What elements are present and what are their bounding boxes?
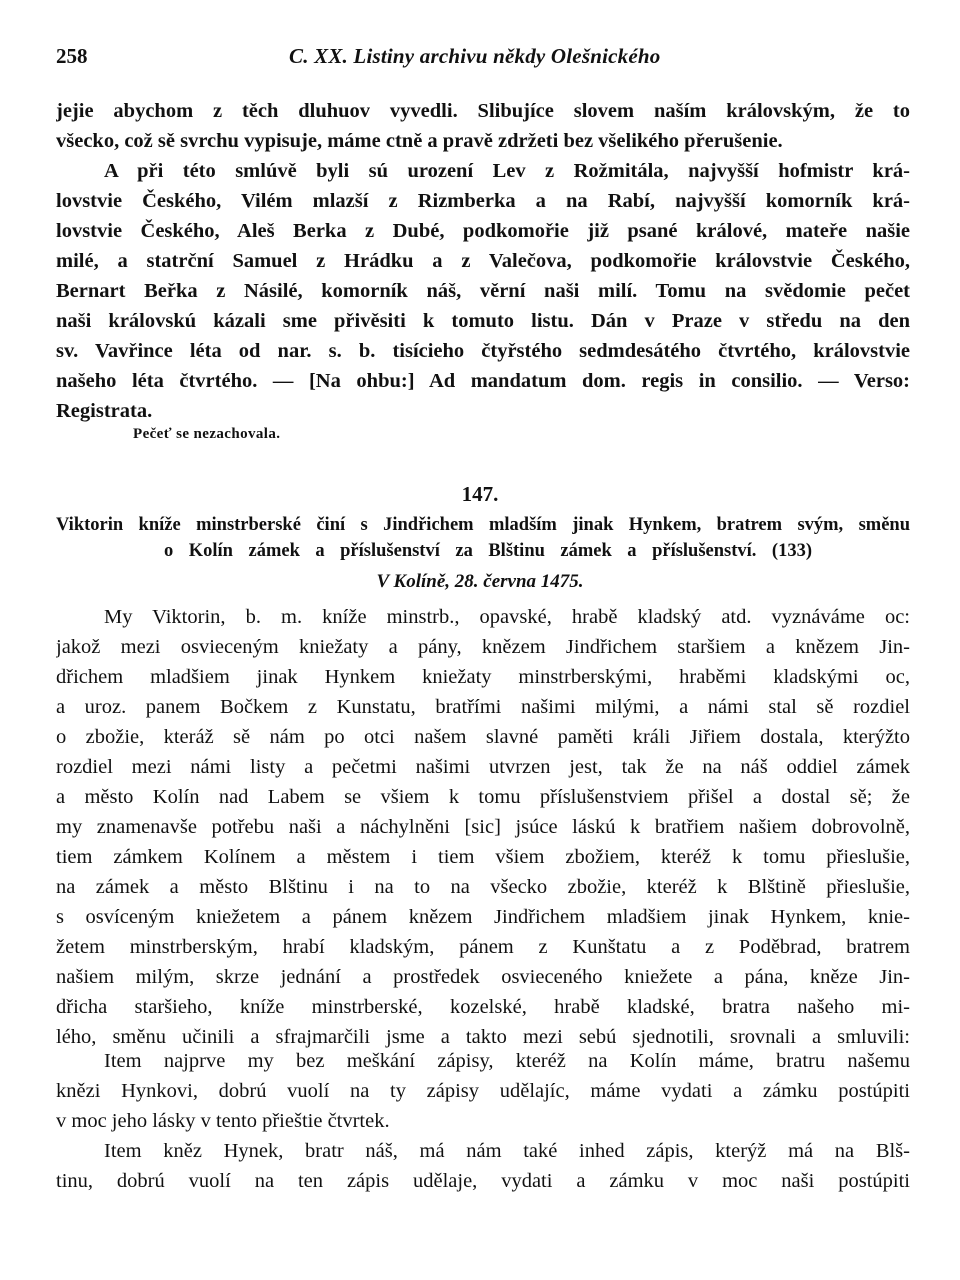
text-line: knězi Hynkovi, dobrú vuolí na ty zápisy udělajíc, máme vydati a zámku postúpiti <box>56 1080 910 1102</box>
seal-note: Pečeť se nezachovala. <box>133 426 281 442</box>
running-head: C. XX. Listiny archivu někdy Olešnického <box>289 44 661 68</box>
text-line: žetem minstrberským, hrabí kladským, pánem z Kunštatu a z Poděbrad, bratrem <box>56 936 910 958</box>
text-line: Item kněz Hynek, bratr náš, má nám také inhed zápis, kterýž má na Blš- <box>104 1140 910 1162</box>
text-line: milé, a statrční Samuel z Hrádku a z Valečova, podkomořie královstvie Českého, <box>56 250 910 272</box>
text-line: my znamenavše potřebu naši a náchylněni [sic] jsúce láskú k bratřiem našiem dobrovolně, <box>56 816 910 838</box>
item-paragraph-1 <box>56 1046 910 1136</box>
text-line: našiem milým, skrze jednání a prostředek osvieceného kniežete a pána, kněze Jin- <box>56 966 910 988</box>
text-line: našeho léta čtvrtého. — [Na ohbu:] Ad mandatum dom. regis in consilio. — Verso: <box>56 370 910 392</box>
text-line: s osvíceným kniežetem a pánem knězem Jindřichem mladšiem jinak Hynkem, knie- <box>56 906 910 928</box>
place-date: V Kolíně, 28. června 1475. <box>376 571 584 592</box>
page-number: 258 <box>56 44 88 68</box>
text-line: Bernart Beřka z Násilé, komorník náš, věrní naši milí. Tomu na svědomie pečet <box>56 280 910 302</box>
regest-line: o Kolín zámek a příslušenství za Blštinu zámek a příslušenství. (133) <box>164 541 812 561</box>
text-line: tinu, dobrú vuolí na ten zápis udělaje, vydati a zámku v moc naši postúpiti <box>56 1170 910 1192</box>
text-line: lého, směnu učinili a sfrajmarčili jsme a takto mezi sebú sjednotili, srovnali a smluvili: <box>56 1026 910 1048</box>
text-line: dřicha staršieho, kníže minstrberské, kozelské, hrabě kladské, bratra našeho mi- <box>56 996 910 1018</box>
text-line: sv. Vavřince léta od nar. s. b. tisícieho čtyřstého sedmdesátého čtvrtého, královstvie <box>56 340 910 362</box>
item-paragraph-2 <box>56 1136 910 1196</box>
text-line: a uroz. panem Bočkem z Kunstatu, bratřími našimi milými, a námi stal sě rozdiel <box>56 696 910 718</box>
text-line: naši královskú kázali sme přivěsiti k tomuto listu. Dán v Praze v středu na den <box>56 310 910 332</box>
text-line: tiem zámkem Kolínem a městem i tiem všiem zbožiem, kteréž k tomu přieslušie, <box>56 846 910 868</box>
text-line: jakož mezi osvieceným kniežaty a pány, knězem Jindřichem staršiem a knězem Jin- <box>56 636 910 658</box>
text-line: na zámek a město Blštinu i na to na všecko zbožie, kteréž k Blštině přieslušie, <box>56 876 910 898</box>
text-line: lovstvie Českého, Aleš Berka z Dubé, podkomořie již psané králové, mateře našie <box>56 220 910 242</box>
continuation-text <box>56 96 910 426</box>
text-line: o zbožie, kteráž sě nám po otci našem slavné paměti králi Jiřiem dostala, kterýžto <box>56 726 910 748</box>
document-number: 147. <box>461 482 499 506</box>
text-line: jejie abychom z těch dluhuov vyvedli. Slibujíce slovem naším královským, že to <box>56 100 910 122</box>
document-regest <box>56 512 910 564</box>
text-line: lovstvie Českého, Vilém mlazší z Rizmberka a na Rabí, najvyšší komorník krá- <box>56 190 910 212</box>
regest-line: Viktorin kníže minstrberské činí s Jindřichem mladším jinak Hynkem, bratrem svým, směnu <box>56 515 910 535</box>
text-line: všecko, což sě svrchu vypisuje, máme ctně a pravě zdržeti bez všelikého přerušenie. <box>56 130 783 152</box>
text-line: a město Kolín nad Labem se všiem k tomu příslušenstviem přišel a dostal sě; že <box>56 786 910 808</box>
text-line: v moc jeho lásky v tento přieštie čtvrtek. <box>56 1110 390 1132</box>
text-line: dřichem mladšiem jinak Hynkem kniežaty minstrberskými, hraběmi kladskými oc, <box>56 666 910 688</box>
document-body <box>56 602 910 1052</box>
text-line: My Viktorin, b. m. kníže minstrb., opavské, hrabě kladský atd. vyznáváme oc: <box>104 606 910 628</box>
text-line: Registrata. <box>56 400 153 422</box>
text-line: Item najprve my bez meškání zápisy, kteréž na Kolín máme, bratru našemu <box>104 1050 910 1072</box>
text-line: A při této smlúvě byli sú urození Lev z Rožmitála, najvyšší hofmistr krá- <box>104 160 910 182</box>
text-line: rozdiel mezi námi listy a pečetmi našimi utvrzen jest, tak že na náš oddiel zámek <box>56 756 910 778</box>
